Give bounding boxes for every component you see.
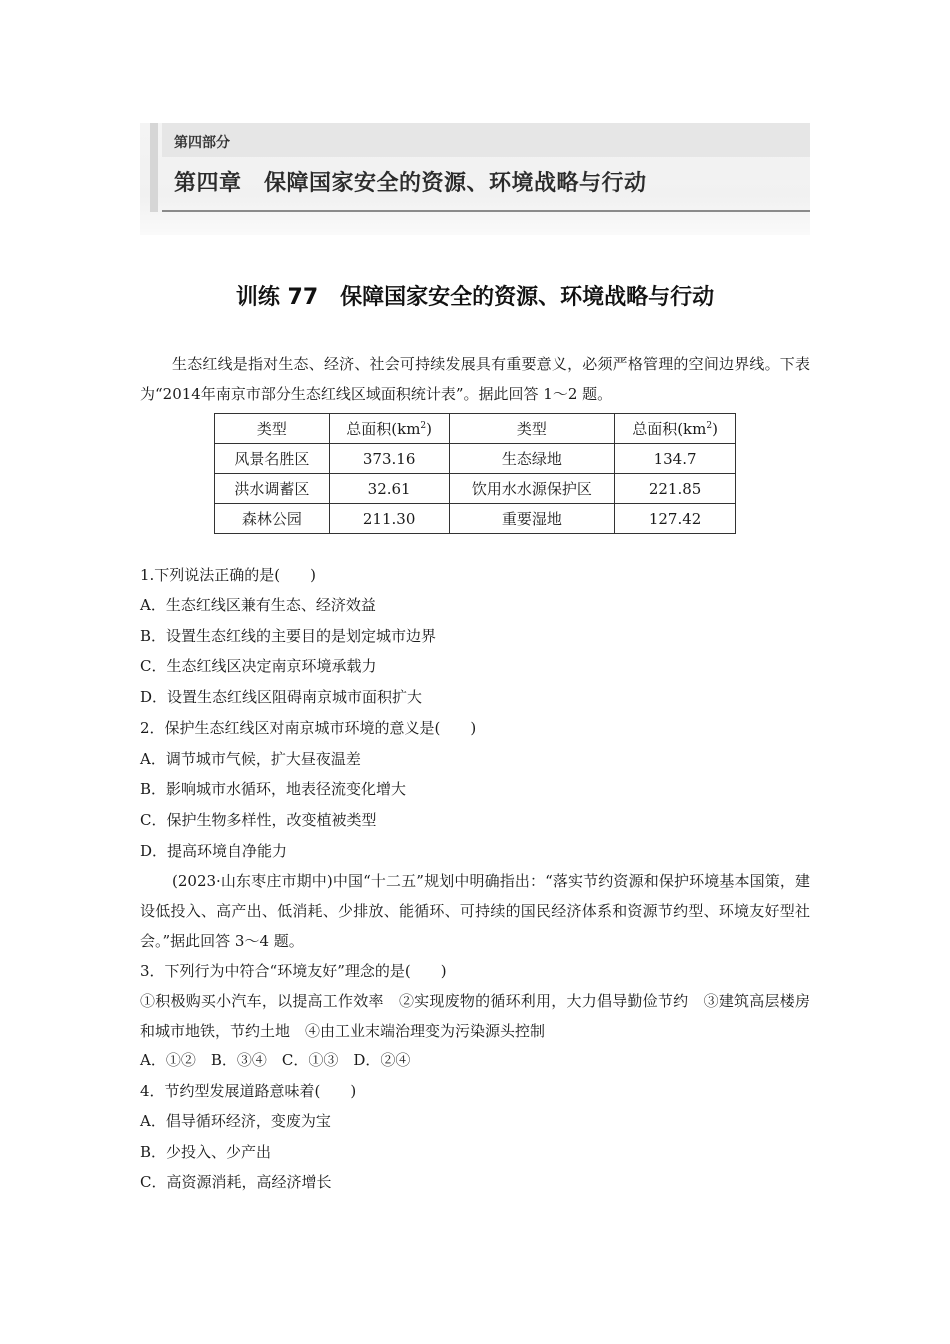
unit-close: ): [426, 420, 433, 438]
table-header-cell: 类型: [215, 414, 330, 444]
table-cell: 134.7: [615, 444, 736, 474]
table-header-cell: [329, 414, 449, 444]
question-4-option-a: A．倡导循环经济，变废为宝: [140, 1112, 331, 1130]
table-cell: 饮用水水源保护区: [449, 474, 615, 504]
question-2-option-d: D．提高环境自净能力: [140, 842, 288, 860]
chapter-banner: [140, 123, 810, 235]
unit-superscript: 2: [420, 421, 427, 431]
question-3-options: A．①② B．③④ C．①③ D．②④: [140, 1051, 411, 1069]
table-row: [215, 444, 736, 474]
unit-superscript: 2: [706, 421, 713, 431]
header-text: 总面积(km: [346, 420, 421, 438]
question-1-option-d: D．设置生态红线区阻碍南京城市面积扩大: [140, 688, 423, 706]
table-row: [215, 474, 736, 504]
question-4-stem: 4．节约型发展道路意味着( ): [140, 1082, 357, 1100]
question-3-statements: ①积极购买小汽车，以提高工作效率 ②实现废物的循环利用，大力倡导勤俭节约 ③建筑高层楼房和城市地铁，节约土地 ④由工业末端治理变为污染源头控制: [140, 992, 810, 1040]
question-2-option-c: C．保护生物多样性，改变植被类型: [140, 811, 377, 829]
banner-top-strip: [162, 123, 810, 157]
question-2-stem: 2．保护生态红线区对南京城市环境的意义是( ): [140, 719, 477, 737]
table-cell: 127.42: [615, 504, 736, 534]
question-3-stem: 3．下列行为中符合“环境友好”理念的是( ): [140, 962, 447, 980]
header-text: 总面积(km: [632, 420, 707, 438]
question-1-stem: 1.下列说法正确的是( ): [140, 566, 317, 584]
question-2-option-a: A．调节城市气候，扩大昼夜温差: [140, 750, 361, 768]
exercise-title: 训练 77 保障国家安全的资源、环境战略与行动: [235, 285, 715, 310]
table-cell: 221.85: [615, 474, 736, 504]
table-cell: 重要湿地: [449, 504, 615, 534]
table-header-row: [215, 414, 736, 444]
table-cell: 风景名胜区: [215, 444, 330, 474]
table-cell: 373.16: [329, 444, 449, 474]
table-cell: 32.61: [329, 474, 449, 504]
table-header-cell: [615, 414, 736, 444]
intro-paragraph-2: (2023·山东枣庄市期中)中国“十二五”规划中明确指出：“落实节约资源和保护环境基本国策，建设低投入、高产出、低消耗、少排放、能循环、可持续的国民经济体系和资源节约型、环境友好型社会。”据此回答 3～4 题。: [140, 872, 810, 950]
table-cell: 森林公园: [215, 504, 330, 534]
question-4-option-c: C．高资源消耗，高经济增长: [140, 1173, 332, 1191]
part-label: 第四部分: [174, 135, 230, 151]
unit-close: ): [712, 420, 718, 438]
banner-underline: [162, 210, 810, 212]
table-row: [215, 504, 736, 534]
table-header-cell: 类型: [449, 414, 615, 444]
question-1-option-c: C．生态红线区决定南京环境承载力: [140, 657, 377, 675]
table-cell: 生态绿地: [449, 444, 615, 474]
intro-paragraph-1: 生态红线是指对生态、经济、社会可持续发展具有重要意义，必须严格管理的空间边界线。下表为“2014年南京市部分生态红线区域面积统计表”。据此回答 1～2 题。: [140, 355, 810, 403]
table-cell: 211.30: [329, 504, 449, 534]
question-4-option-b: B．少投入、少产出: [140, 1143, 272, 1161]
banner-accent-bar: [150, 123, 158, 212]
question-1-option-b: B．设置生态红线的主要目的是划定城市边界: [140, 627, 437, 645]
ecological-redline-table: [214, 413, 736, 534]
chapter-title: 第四章 保障国家安全的资源、环境战略与行动: [174, 171, 647, 196]
table-cell: 洪水调蓄区: [215, 474, 330, 504]
question-1-option-a: A．生态红线区兼有生态、经济效益: [140, 596, 376, 614]
question-2-option-b: B．影响城市水循环，地表径流变化增大: [140, 780, 407, 798]
